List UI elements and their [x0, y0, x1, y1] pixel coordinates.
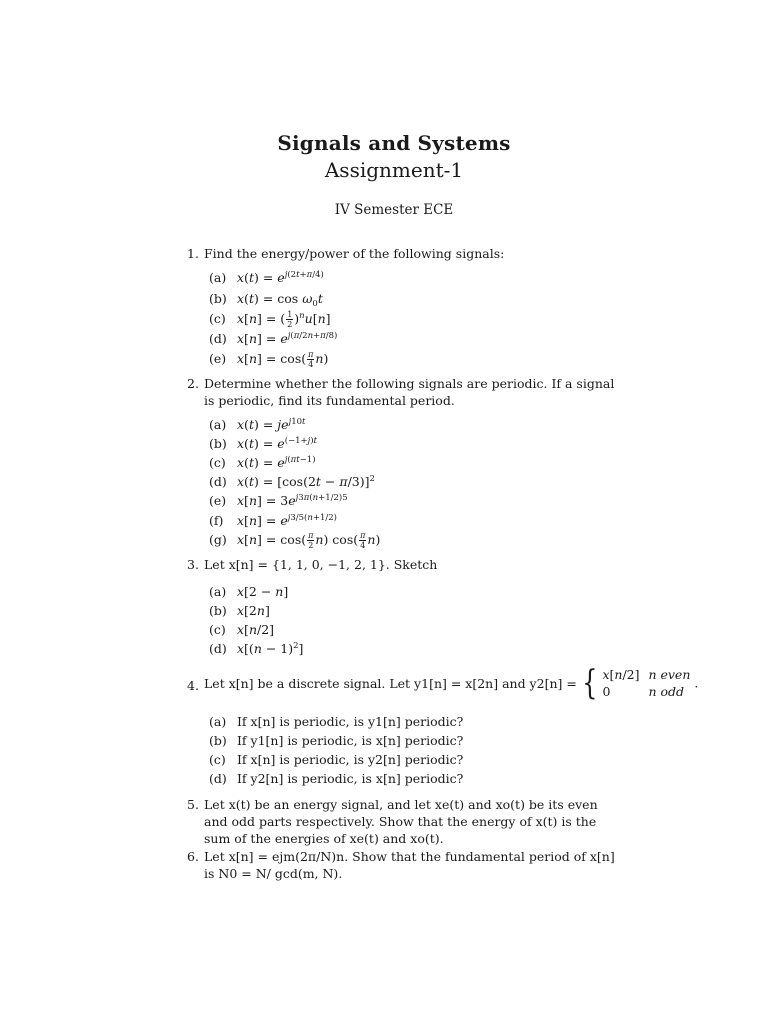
question-text: Find the energy/power of the following signals:: [204, 246, 505, 261]
document-subtitle: Assignment-1: [324, 158, 464, 182]
item-text: If y1[n] is periodic, is x[n] periodic?: [236, 733, 464, 748]
item-label: (a): [209, 417, 227, 432]
equation: x[n] = cos( $\frac{\pi}{2}$ n) cos( $\frac{\pi}{4}$ n): [236, 531, 381, 550]
item-label: (a): [209, 714, 227, 729]
item-label: (b): [209, 436, 227, 451]
question-2: [187, 375, 617, 409]
q3-item-d: [209, 640, 303, 657]
document-title: Signals and Systems: [277, 131, 511, 155]
item-label: (c): [209, 752, 226, 767]
question-number: 3.: [187, 557, 199, 572]
item-label: (g): [209, 532, 227, 547]
q2-item-d: [209, 473, 375, 490]
equation: $x(t) = e^{j(2t+\pi/4)}$: [236, 270, 324, 285]
item-label: (d): [209, 771, 227, 786]
equation: $x[n] = 3e^{j3\pi(n+1/2)5}$: [236, 493, 348, 508]
item-label: (d): [209, 641, 227, 656]
equation: $x(t) = \cos \omega_0t$: [236, 291, 323, 309]
q3-item-c: [209, 621, 274, 638]
equation: $x[n] = e^{j3/5(n+1/2)}$: [236, 513, 337, 528]
q1-item-a: [209, 269, 324, 286]
question-number: 6.: [187, 849, 199, 864]
equation: $x(t) = [\cos(2t - \pi/3)]^2$: [236, 474, 375, 489]
question-1: [187, 245, 617, 262]
q2-item-c: [209, 454, 316, 471]
q2-item-a: [209, 416, 305, 433]
equation: $x[n] = e^{j(\pi/2n+\pi/8)}$: [236, 331, 338, 346]
question-4-lead: Let x[n] be a discrete signal. Let y1[n] = x[2n] and y2[n] =: [204, 675, 577, 691]
question-number: 2.: [187, 376, 199, 391]
item-label: (b): [209, 603, 227, 618]
q3-item-b: [209, 602, 270, 619]
question-text: Let x[n] = {1, 1, 0, −1, 2, 1}. Sketch: [204, 557, 438, 572]
item-label: (c): [209, 311, 226, 326]
question-4: [187, 663, 699, 703]
question-number: 4.: [187, 678, 199, 693]
item-label: (a): [209, 584, 227, 599]
question-text: Determine whether the following signals are periodic. If a signal is periodic, find its fundamental period.: [204, 376, 615, 408]
q4-item-d: [209, 770, 463, 787]
item-label: (d): [209, 474, 227, 489]
equation: $x(t) = e^{j(\pi t-1)}$: [236, 455, 316, 470]
equation: x[2n]: [236, 603, 270, 618]
item-label: (e): [209, 351, 227, 366]
equation: $x(t) = je^{j10t}$: [236, 417, 306, 432]
item-label: (e): [209, 493, 227, 508]
q4-item-b: [209, 732, 463, 749]
q4-item-c: [209, 751, 463, 768]
q1-item-b: [209, 290, 323, 307]
equation: x[2 − n]: [236, 584, 289, 599]
q2-item-b: [209, 435, 317, 452]
equation: x[n/2]: [236, 622, 275, 637]
q1-item-e: [209, 350, 328, 369]
item-label: (f): [209, 513, 224, 528]
question-number: 5.: [187, 797, 199, 812]
equation: x[n] = cos( $\frac{\pi}{4}$ n): [236, 350, 329, 369]
q3-item-a: [209, 583, 288, 600]
equation: x[n] = ( $\frac{1}{2}$ )$^n$u[n]: [236, 310, 331, 329]
item-text: If x[n] is periodic, is y2[n] periodic?: [236, 752, 464, 767]
q2-item-e: [209, 492, 348, 509]
item-label: (b): [209, 291, 227, 306]
question-number: 1.: [187, 246, 199, 261]
item-label: (a): [209, 270, 227, 285]
question-6: [187, 848, 617, 882]
equation: $x[(n - 1)^2]$: [236, 641, 304, 656]
question-5: [187, 796, 617, 847]
q4-item-a: [209, 713, 463, 730]
piecewise-cases: x[n/2] n even 0 n odd: [602, 667, 691, 699]
question-text: Let x(t) be an energy signal, and let xe(t) and xo(t) be its even and odd parts respectively. Show that the energy of x(t) is the sum of the energies of xe(t) and xo(t).: [204, 797, 598, 846]
q2-item-f: [209, 512, 337, 529]
q1-item-d: [209, 330, 337, 347]
question-3: [187, 556, 617, 573]
question-text: Let x[n] be a discrete signal. Let y1[n] = x[2n] and y2[n] = { x[n/2] n even 0 n odd .: [204, 663, 699, 703]
item-label: (c): [209, 455, 226, 470]
equation: $x(t) = e^{(-1+j)t}$: [236, 436, 318, 451]
q2-item-g: [209, 531, 380, 550]
semester-line: IV Semester ECE: [334, 202, 454, 218]
item-text: If x[n] is periodic, is y1[n] periodic?: [236, 714, 464, 729]
item-label: (c): [209, 622, 226, 637]
q1-item-c: [209, 310, 331, 329]
item-text: If y2[n] is periodic, is x[n] periodic?: [236, 771, 464, 786]
item-label: (b): [209, 733, 227, 748]
item-label: (d): [209, 331, 227, 346]
question-text: Let x[n] = ejm(2π/N)n. Show that the fundamental period of x[n] is N0 = N/ gcd(m, N).: [204, 849, 615, 881]
left-brace: {: [582, 663, 598, 703]
